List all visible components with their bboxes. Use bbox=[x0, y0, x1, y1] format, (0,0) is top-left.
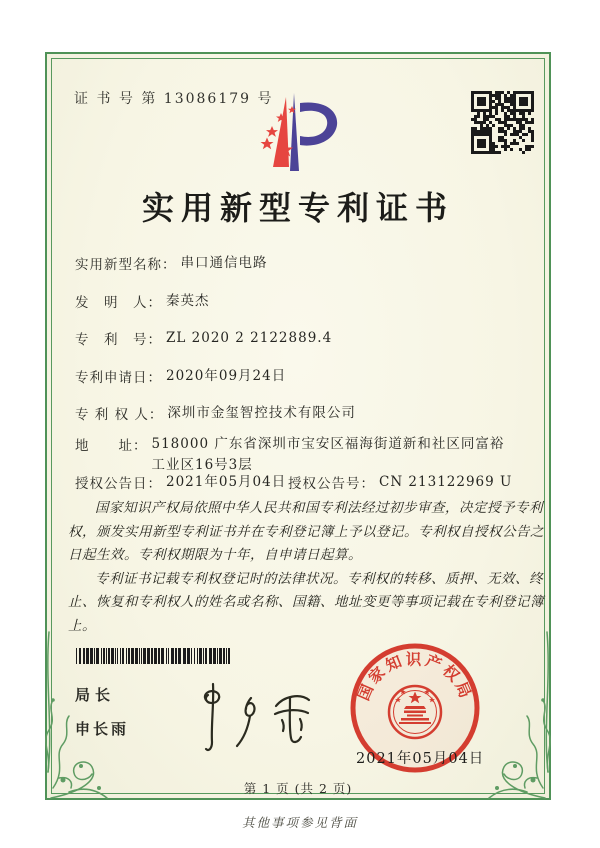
field-row-patentee bbox=[75, 403, 356, 424]
legal-paragraph-2: 专利证书记载专利权登记时的法律状况。专利权的转移、质押、无效、终止、恢复和专利权人的姓名或名称、国籍、地址变更等事项记载在专利登记簿上。 bbox=[68, 570, 544, 634]
field-value: ZL 2020 2 2122889.4 bbox=[166, 330, 333, 346]
barcode-icon bbox=[76, 648, 234, 668]
field-value: 深圳市金玺智控技术有限公司 bbox=[167, 405, 356, 421]
field-row-grant bbox=[75, 472, 545, 493]
legal-paragraph-1: 国家知识产权局依照中华人民共和国专利法经过初步审查，决定授予专利权，颁发实用新型专利证书并在专利登记簿上予以登记。专利权自授权公告之日起生效。专利权期限为十年，自申请日起算。 bbox=[68, 500, 544, 563]
field-label: 发 明 人： bbox=[75, 295, 162, 311]
field-value: 秦英杰 bbox=[166, 293, 210, 309]
qr-code-icon bbox=[471, 91, 535, 159]
field-value: 2020年09月24日 bbox=[166, 368, 287, 384]
field-label: 授权公告号： bbox=[288, 476, 375, 492]
signer-title: 局长 bbox=[75, 686, 116, 704]
field-value: 518000 广东省深圳市宝安区福海街道新和社区同富裕工业区16号3层 bbox=[151, 436, 505, 473]
back-side-note: 其他事项参见背面 bbox=[241, 815, 358, 830]
field-label: 地 址： bbox=[75, 438, 148, 454]
certificate-number: 证 书 号 第 13086179 号 bbox=[74, 91, 274, 107]
seal-arc-text: 国家知识产权局 bbox=[353, 649, 477, 704]
field-label: 授权公告日： bbox=[75, 476, 162, 492]
legal-body-text bbox=[68, 497, 548, 638]
signer-name: 申长雨 bbox=[75, 720, 130, 738]
handwritten-signature-icon bbox=[188, 676, 320, 762]
field-row-address bbox=[75, 434, 512, 476]
field-value: 2021年05月04日 bbox=[166, 474, 287, 490]
field-label: 专 利 号： bbox=[75, 332, 162, 348]
field-row-name bbox=[75, 253, 268, 274]
grant-number-group bbox=[288, 472, 512, 493]
field-label: 实用新型名称： bbox=[75, 257, 177, 273]
page-number: 第 1 页 (共 2 页) bbox=[243, 781, 353, 796]
cnipa-logo-icon bbox=[241, 91, 359, 181]
field-row-patent-no bbox=[75, 328, 332, 349]
field-label: 专利申请日： bbox=[75, 370, 162, 386]
field-value: 串口通信电路 bbox=[180, 255, 268, 271]
field-row-inventor bbox=[75, 291, 210, 312]
field-value: CN 213122969 U bbox=[379, 474, 513, 490]
certificate-title: 实用新型专利证书 bbox=[141, 189, 454, 227]
field-label: 专 利 权 人： bbox=[75, 407, 164, 423]
seal-date: 2021年05月04日 bbox=[356, 751, 485, 767]
field-row-filing-date bbox=[75, 366, 286, 387]
